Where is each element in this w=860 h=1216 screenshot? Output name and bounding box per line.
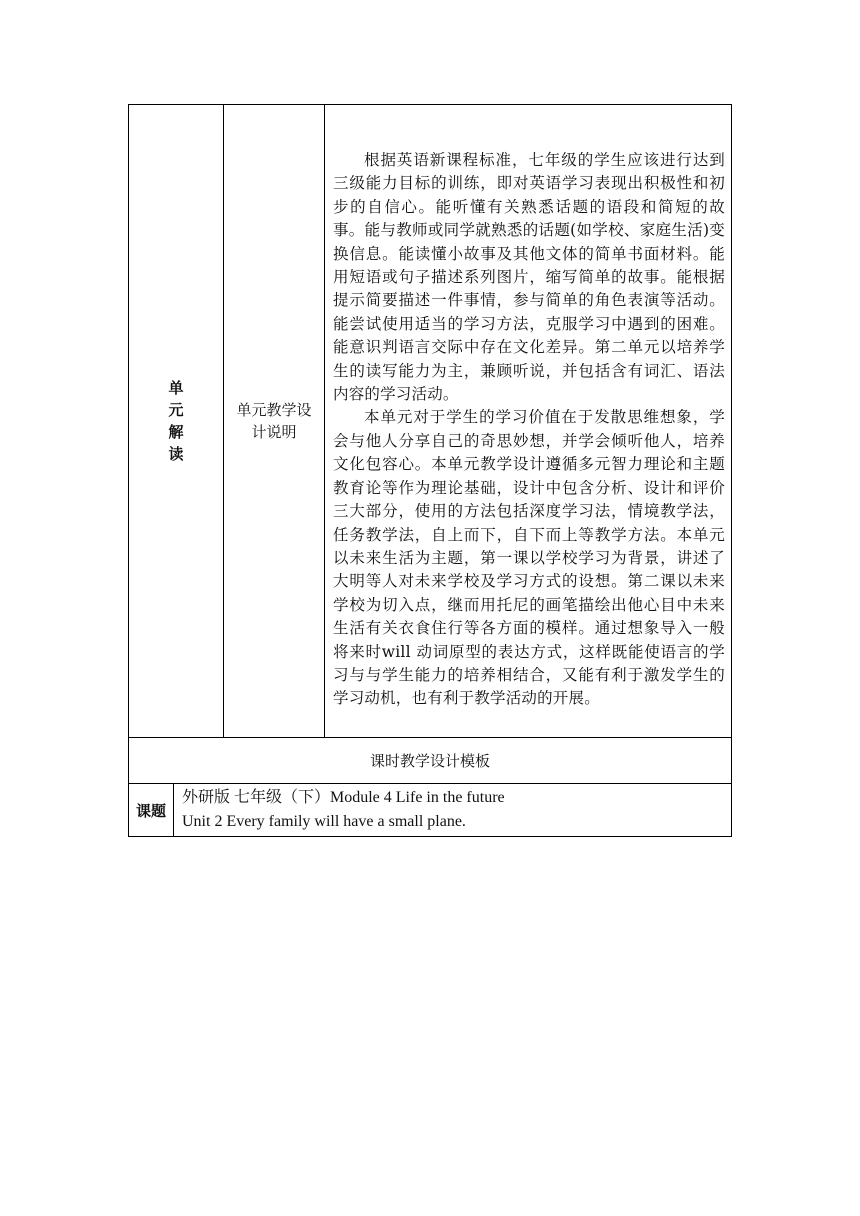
section-label-char: 元 (168, 401, 184, 419)
topic-label: 课题 (129, 784, 174, 836)
topic-line: 外研版 七年级（下）Module 4 Life in the future (182, 789, 505, 806)
design-label: 单元教学设计说明 (236, 401, 312, 441)
section-label-char: 解 (168, 423, 184, 441)
description-paragraph: 本单元对于学生的学习价值在于发散思维想象，学会与他人分享自己的奇思妙想，并学会倾听他人，培养文化包容心。本单元教学设计遵循多元智力理论和主题教育论等作为理论基础，设计中包含分析、设计和评价三大部分，使用的方法包括深度学习法，情境教学法，任务教学法，自上而下，自下而上等教学方法。本单元以未来生活为主题，第一课以学校学习为背景，讲述了大明等人对未来学校及学习方式的设想。第二课以未来学校为切入点，继而用托尼的画笔描绘出他心目中未来生活有关衣食住行等各方面的模样。通过想象导入一般将来时will 动词原型的表达方式，这样既能使语言的学习与与学生能力的培养相结合，又能有利于激发学生的学习动机，也有利于教学活动的开展。 (333, 408, 725, 708)
description-paragraph: 根据英语新课程标准，七年级的学生应该进行达到三级能力目标的训练，即对英语学习表现出积极性和初步的自信心。能听懂有关熟悉话题的语段和简短的故事。能与教师或同学就熟悉的话题(如学校、家庭生活)变换信息。能读懂小故事及其他文体的简单书面材料。能用短语或句子描述系列图片，缩写简单的故事。能根据提示简要描述一件事情，参与简单的角色表演等活动。能尝试使用适当的学习方法，克服学习中遇到的困难。能意识判语言交际中存在文化差异。第二单元以培养学生的读写能力为主，兼顾听说，并包括含有词汇、语法内容的学习活动。 (333, 151, 725, 404)
section-label-char: 单 (168, 379, 184, 397)
unit-design-table (128, 104, 732, 837)
section-label (168, 377, 183, 465)
design-label-cell (224, 105, 325, 737)
topic-content (174, 784, 731, 836)
topic-line: Unit 2 Every family will have a small plane. (182, 813, 466, 830)
design-description-cell (325, 105, 731, 737)
template-title: 课时教学设计模板 (369, 752, 490, 770)
section-label-char: 读 (168, 445, 184, 463)
unit-interpretation-row (129, 105, 731, 738)
topic-row (129, 784, 731, 836)
section-label-cell (129, 105, 224, 737)
template-title-row (129, 738, 731, 784)
